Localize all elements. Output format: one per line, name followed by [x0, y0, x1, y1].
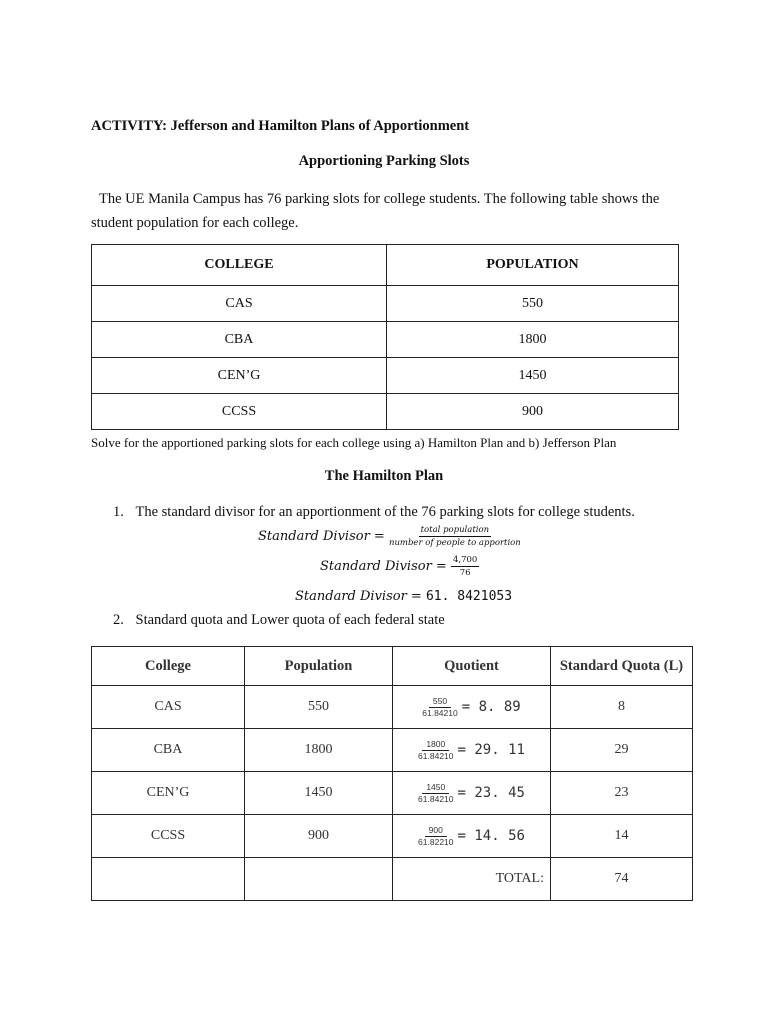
cell-population: 550	[387, 286, 679, 322]
quotient-denominator: 61.82210	[418, 837, 454, 847]
cell-quotient	[393, 815, 551, 858]
table-row	[92, 358, 679, 394]
table-row	[92, 815, 693, 858]
quotient-fraction	[418, 739, 453, 761]
formula-calculation	[320, 555, 479, 578]
calc-fraction	[451, 555, 479, 578]
table-row	[92, 772, 693, 815]
cell-college: CCSS	[92, 815, 245, 858]
quotient-result: = 23. 45	[457, 785, 525, 801]
population-table	[91, 244, 679, 430]
formula-denominator: number of people to apportion	[388, 538, 521, 548]
cell-college: CAS	[92, 686, 245, 729]
cell-population: 1450	[387, 358, 679, 394]
step-2	[113, 612, 445, 629]
quotient-result: = 14. 56	[457, 828, 525, 844]
quotient-fraction	[418, 782, 453, 804]
quotient-numerator: 1450	[422, 782, 449, 794]
cell-college: CBA	[92, 729, 245, 772]
formula-label: Standard Divisor =	[258, 529, 385, 544]
cell-quota: 8	[551, 686, 693, 729]
cell-empty	[245, 858, 393, 901]
formula-result	[295, 589, 512, 604]
quotient-result: = 8. 89	[461, 699, 521, 715]
cell-quotient	[393, 729, 551, 772]
calc-denominator: 76	[459, 568, 471, 578]
cell-college: CEN’G	[92, 358, 387, 394]
cell-population: 550	[245, 686, 393, 729]
step-text: Standard quota and Lower quota of each federal state	[135, 612, 445, 628]
column-header: POPULATION	[387, 245, 679, 286]
cell-population: 900	[387, 394, 679, 430]
table-row	[92, 729, 693, 772]
column-header: College	[92, 647, 245, 686]
quotient-denominator: 61.84210	[422, 708, 458, 718]
formula-standard-divisor	[258, 525, 521, 548]
cell-population: 900	[245, 815, 393, 858]
cell-college: CAS	[92, 286, 387, 322]
cell-quota: 23	[551, 772, 693, 815]
formula-fraction	[389, 525, 521, 548]
column-header: COLLEGE	[92, 245, 387, 286]
intro-text: The UE Manila Campus has 76 parking slots for college students. The following table shows the student population for each college.	[91, 191, 660, 231]
quotient-result: = 29. 11	[457, 742, 525, 758]
cell-quota: 14	[551, 815, 693, 858]
quotient-fraction	[422, 696, 457, 718]
step-number: 2.	[113, 612, 124, 628]
table-header-row	[92, 245, 679, 286]
instruction-text: Solve for the apportioned parking slots for each college using a) Hamilton Plan and b) Jefferson Plan	[91, 435, 617, 450]
column-header: Population	[245, 647, 393, 686]
result-value: 61. 8421053	[425, 589, 513, 604]
step-text: The standard divisor for an apportionment of the 76 parking slots for college students.	[135, 504, 635, 520]
intro-paragraph	[91, 187, 681, 235]
column-header: Quotient	[393, 647, 551, 686]
quotient-fraction	[418, 825, 453, 847]
quotient-denominator: 61.84210	[418, 794, 454, 804]
quota-table	[91, 646, 693, 901]
step-number: 1.	[113, 504, 124, 520]
result-label: Standard Divisor =	[295, 589, 422, 604]
quotient-numerator: 1800	[422, 739, 449, 751]
total-label: TOTAL:	[393, 858, 551, 901]
quotient-denominator: 61.84210	[418, 751, 454, 761]
cell-population: 1450	[245, 772, 393, 815]
cell-population: 1800	[245, 729, 393, 772]
page-subtitle: Apportioning Parking Slots	[298, 153, 470, 169]
cell-quotient	[393, 686, 551, 729]
cell-college: CEN’G	[92, 772, 245, 815]
step-1	[113, 504, 635, 521]
cell-college: CCSS	[92, 394, 387, 430]
table-header-row	[92, 647, 693, 686]
total-value: 74	[551, 858, 693, 901]
table-row	[92, 686, 693, 729]
cell-quotient	[393, 772, 551, 815]
hamilton-heading: The Hamilton Plan	[324, 468, 444, 484]
table-total-row	[92, 858, 693, 901]
table-row	[92, 322, 679, 358]
table-row	[92, 394, 679, 430]
activity-title: ACTIVITY: Jefferson and Hamilton Plans of Apportionment	[91, 118, 470, 134]
calc-label: Standard Divisor =	[320, 559, 447, 574]
cell-college: CBA	[92, 322, 387, 358]
quotient-numerator: 550	[429, 696, 451, 708]
cell-quota: 29	[551, 729, 693, 772]
table-row	[92, 286, 679, 322]
quotient-numerator: 900	[425, 825, 447, 837]
calc-numerator: 4,700	[452, 555, 478, 565]
formula-numerator: total population	[420, 525, 490, 535]
cell-population: 1800	[387, 322, 679, 358]
cell-empty	[92, 858, 245, 901]
column-header: Standard Quota (L)	[551, 647, 693, 686]
